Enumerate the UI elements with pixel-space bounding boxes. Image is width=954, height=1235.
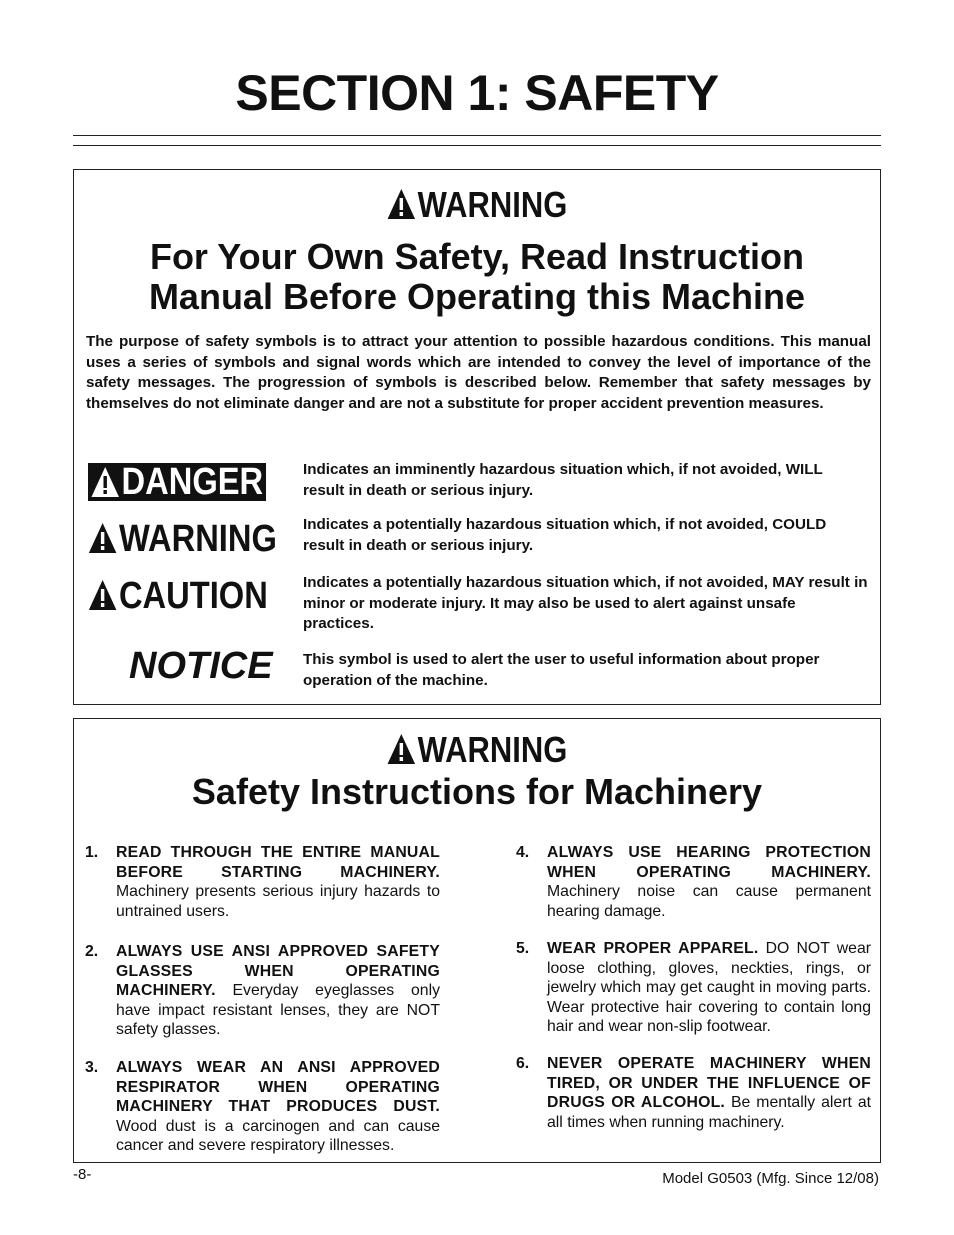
list-item (516, 843, 871, 921)
warning-label (88, 518, 277, 561)
list-item (85, 942, 440, 1040)
item-text: DO NOT wear loose clothing, gloves, neckties, rings, or jewelry which may get caught in moving parts. Wear protective hair covering to contain long hair and wear non-slip footwear. (547, 940, 871, 1035)
notice-description: This symbol is used to alert the user to useful information about proper operation of the machine. (303, 651, 820, 689)
caution-description: Indicates a potentially hazardous situation which, if not avoided, MAY result in minor or moderate injury. It may also be used to alert against unsafe practices. (303, 574, 868, 632)
caution-word: CAUTION (118, 575, 268, 617)
danger-triangle-icon (91, 466, 120, 498)
warning-triangle-icon (387, 733, 416, 765)
item-number: 3. (85, 1059, 99, 1076)
danger-description: Indicates an imminently hazardous situation which, if not avoided, WILL result in death or serious injury. (303, 461, 823, 499)
item-number: 5. (516, 940, 530, 957)
warning-signal-word: WARNING (118, 518, 277, 560)
warning-description: Indicates a potentially hazardous situation which, if not avoided, COULD result in death or serious injury. (303, 516, 827, 554)
danger-label (88, 460, 266, 508)
list-item (85, 1058, 440, 1156)
item-bold: ALWAYS WEAR AN ANSI APPROVED RESPIRATOR WHEN OPERATING MACHINERY THAT PRODUCES DUST. (116, 1059, 440, 1115)
caution-triangle-icon (88, 579, 117, 611)
machinery-safety-box (73, 718, 881, 1163)
model-footer: Model G0503 (Mfg. Since 12/08) (662, 1170, 879, 1187)
item-text: Machinery presents serious injury hazards to untrained users. (116, 883, 440, 920)
warning-triangle-icon (88, 522, 117, 554)
title-rule-bottom (73, 145, 881, 146)
warning-triangle-icon (387, 188, 416, 220)
item-text: Everyday eyeglasses only have impact resistant lenses, they are NOT safety glasses. (116, 982, 440, 1038)
item-text: Be mentally alert at all times when running machinery. (547, 1094, 871, 1131)
warning-header (130, 184, 823, 226)
heading-line-1: For Your Own Safety, Read Instruction (149, 236, 805, 277)
item-bold: READ THROUGH THE ENTIRE MANUAL BEFORE STARTING MACHINERY. (116, 844, 440, 881)
title-rule-top (73, 135, 881, 136)
notice-label: NOTICE (129, 645, 273, 687)
warning-word: WARNING (417, 729, 568, 770)
item-bold: WEAR PROPER APPAREL. (547, 940, 759, 957)
heading-line-2: Manual Before Operating this Machine (148, 276, 806, 317)
item-bold: NEVER OPERATE MACHINERY WHEN TIRED, OR UNDER THE INFLUENCE OF DRUGS OR ALCOHOL. (547, 1055, 871, 1111)
item-bold: ALWAYS USE HEARING PROTECTION WHEN OPERATING MACHINERY. (547, 844, 871, 881)
warning-header (130, 729, 823, 771)
section-title: SECTION 1: SAFETY (235, 65, 719, 121)
item-bold: ALWAYS USE ANSI APPROVED SAFETY GLASSES WHEN OPERATING MACHINERY. (116, 943, 440, 999)
page-number: -8- (73, 1166, 92, 1183)
list-item (516, 1054, 871, 1132)
list-item (85, 843, 440, 921)
item-number: 4. (516, 844, 530, 861)
item-number: 6. (516, 1055, 530, 1072)
item-text: Machinery noise can cause permanent hearing damage. (547, 883, 871, 920)
safety-symbols-box (73, 169, 881, 705)
item-number: 2. (85, 943, 99, 960)
item-number: 1. (85, 844, 99, 861)
list-item (516, 939, 871, 1037)
danger-word: DANGER (121, 460, 264, 503)
machinery-heading: Safety Instructions for Machinery (191, 771, 763, 812)
warning-word: WARNING (417, 184, 568, 225)
intro-paragraph: The purpose of safety symbols is to attract your attention to possible hazardous conditions. This manual uses a series of symbols and signal words which are intended to convey the level of importance of the safety messages. The progression of symbols is described below. Remember that safety messages by themselves do not eliminate danger and are not a substitute for proper accident prevention measures. (86, 333, 871, 412)
item-text: Wood dust is a carcinogen and can cause cancer and severe respiratory illnesses. (116, 1117, 440, 1154)
caution-label (88, 575, 268, 618)
